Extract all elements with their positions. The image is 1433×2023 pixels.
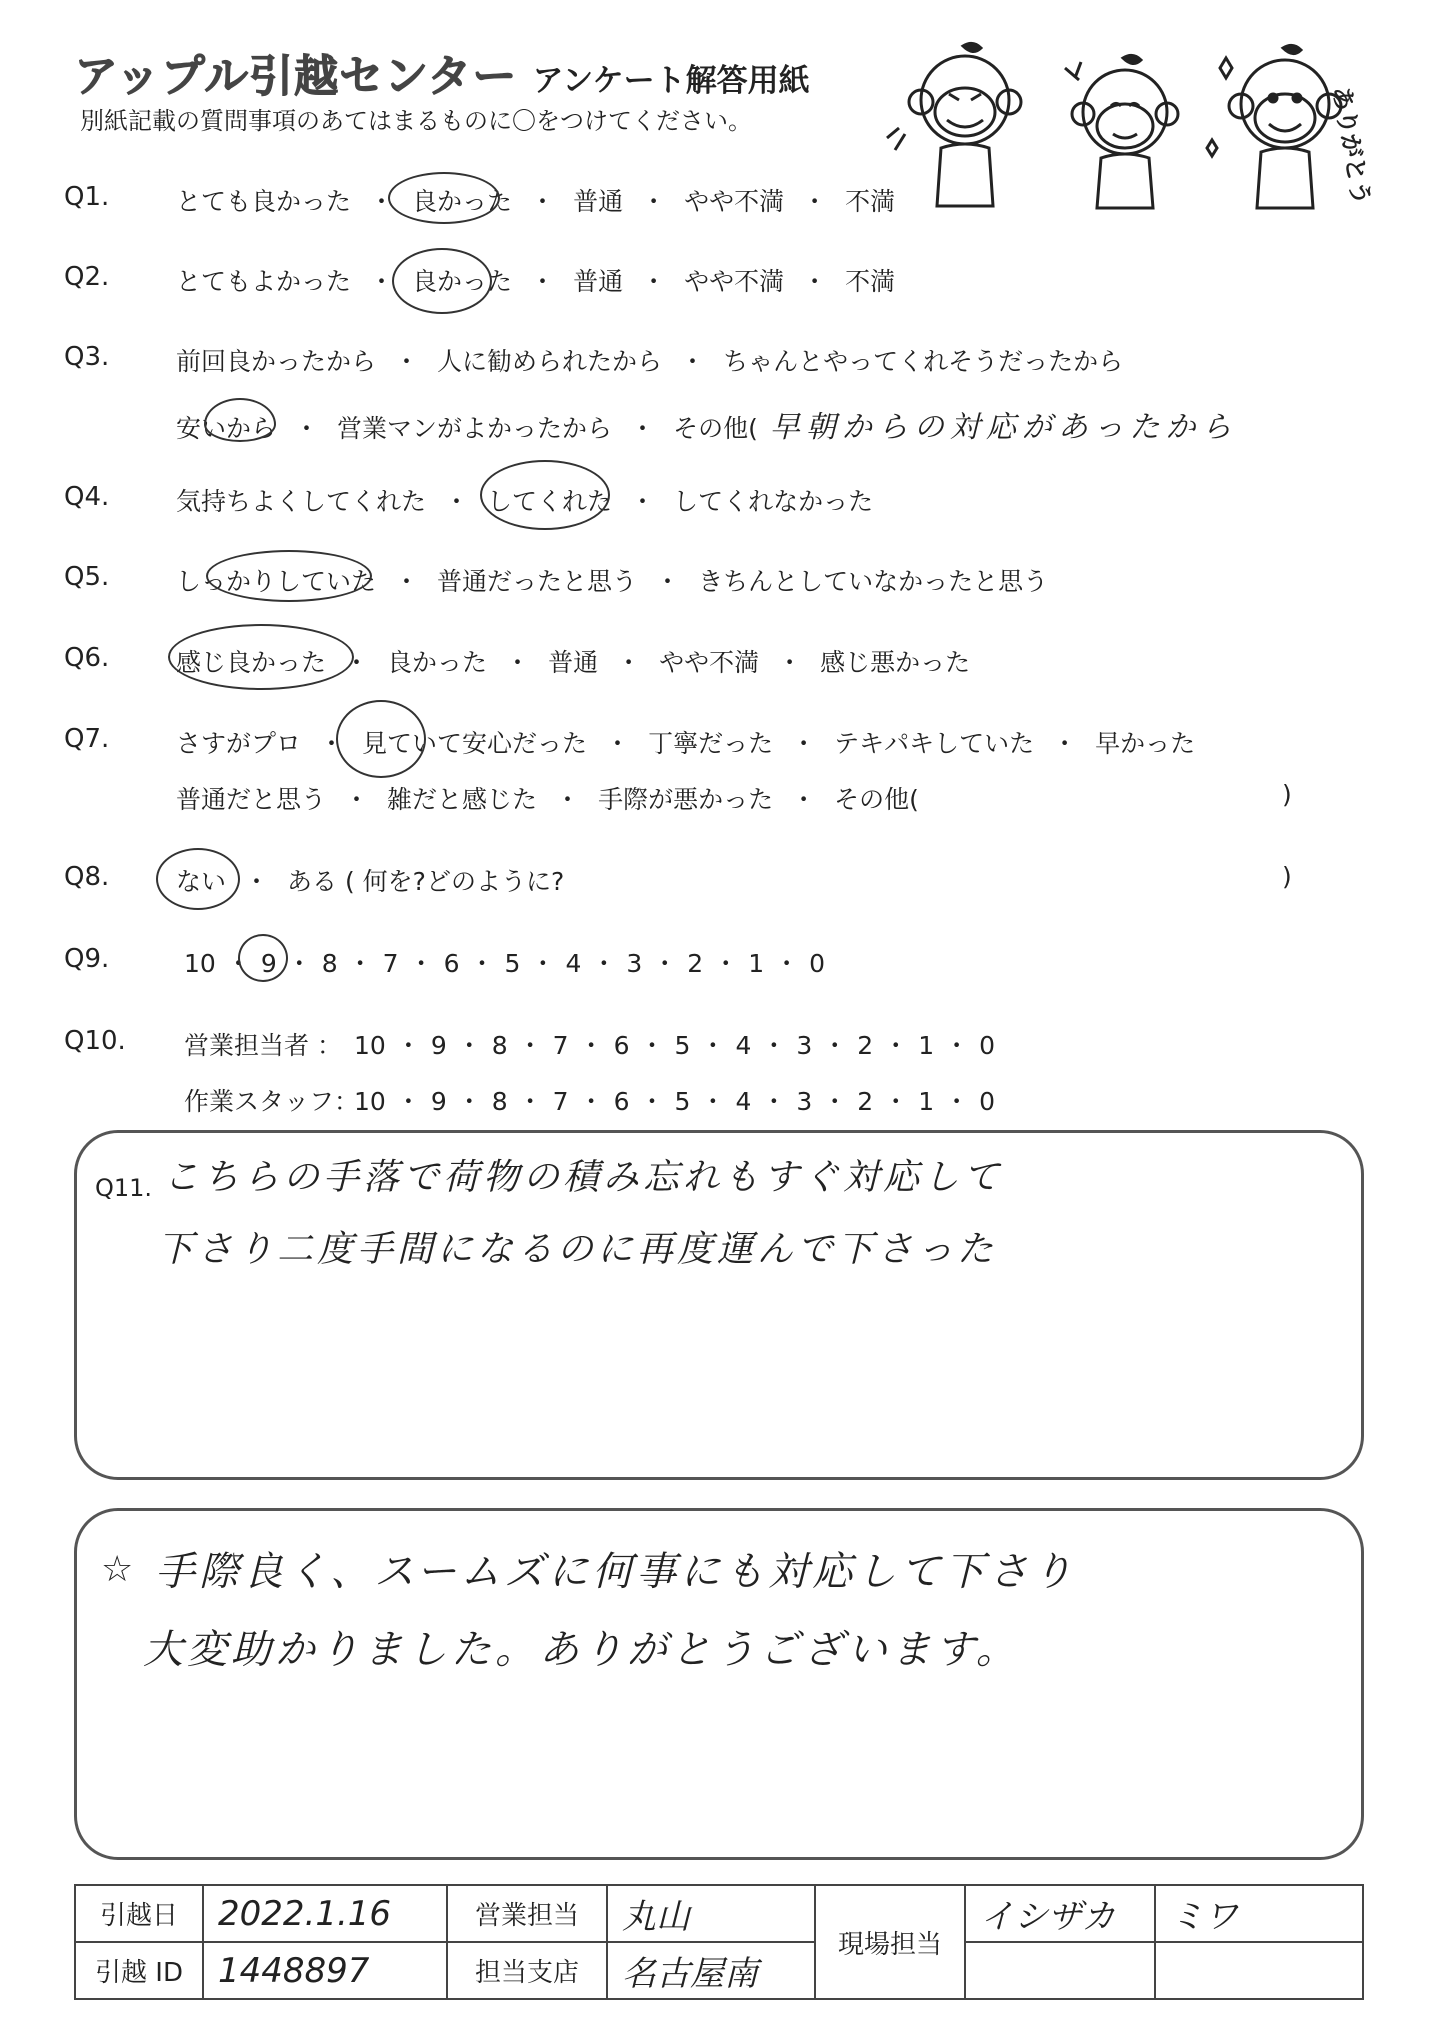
q1-label: Q1. bbox=[64, 182, 110, 212]
q2-option-1[interactable]: とてもよかった bbox=[176, 267, 352, 296]
star-icon: ☆ bbox=[101, 1549, 138, 1590]
q9-value-3[interactable]: 3 bbox=[626, 949, 643, 978]
q4-option-2[interactable]: してくれた bbox=[487, 487, 613, 516]
q10-sales-value-4[interactable]: 4 bbox=[735, 1031, 752, 1060]
q7-option-2[interactable]: 見ていて安心だった bbox=[362, 729, 588, 758]
q9-value-4[interactable]: 4 bbox=[565, 949, 582, 978]
q8-option-2[interactable]: ある ( 何を?どのように? bbox=[287, 867, 565, 896]
branch-label: 担当支店 bbox=[447, 1942, 607, 1999]
comment-box bbox=[74, 1508, 1364, 1860]
q7-option-9[interactable]: その他( bbox=[834, 785, 919, 814]
q2-option-3[interactable]: 普通 bbox=[573, 267, 624, 296]
q2-options: とてもよかった ・ 良かった ・ 普通 ・ やや不満 ・ 不満 bbox=[176, 262, 895, 298]
q9-value-6[interactable]: 6 bbox=[443, 949, 460, 978]
q2-option-2[interactable]: 良かった bbox=[412, 267, 513, 296]
q10-sales-value-1[interactable]: 1 bbox=[918, 1031, 935, 1060]
q1-option-1[interactable]: とても良かった bbox=[176, 187, 352, 216]
q2-label: Q2. bbox=[64, 262, 110, 292]
q10-staff-value-10[interactable]: 10 bbox=[354, 1087, 386, 1116]
q10-sales-value-7[interactable]: 7 bbox=[552, 1031, 569, 1060]
move-date-value[interactable]: 2022.1.16 bbox=[203, 1885, 447, 1942]
q5-option-2[interactable]: 普通だったと思う bbox=[437, 567, 638, 596]
q10-staff-value-5[interactable]: 5 bbox=[674, 1087, 691, 1116]
move-id-value[interactable]: 1448897 bbox=[203, 1942, 447, 1999]
q5-option-1[interactable]: しっかりしていた bbox=[176, 567, 377, 596]
q1-option-3[interactable]: 普通 bbox=[573, 187, 624, 216]
q10-label: Q10. bbox=[64, 1026, 126, 1056]
q7-option-7[interactable]: 雑だと感じた bbox=[387, 785, 538, 814]
q6-option-4[interactable]: やや不満 bbox=[659, 648, 760, 677]
site-value-3[interactable] bbox=[965, 1942, 1155, 1999]
q6-option-5[interactable]: 感じ悪かった bbox=[820, 648, 971, 677]
q10-sales-value-9[interactable]: 9 bbox=[430, 1031, 447, 1060]
site-value-2[interactable]: ミワ bbox=[1155, 1885, 1363, 1942]
q10-sales-value-6[interactable]: 6 bbox=[613, 1031, 630, 1060]
q3-option-6[interactable]: その他( bbox=[673, 414, 758, 443]
q3-option-2[interactable]: 人に勧められたから bbox=[437, 347, 663, 376]
move-info-table bbox=[74, 1884, 1364, 2000]
q6-label: Q6. bbox=[64, 643, 110, 673]
q9-label: Q9. bbox=[64, 944, 110, 974]
site-value-4[interactable] bbox=[1155, 1942, 1363, 1999]
q8-close-paren: ) bbox=[1282, 862, 1292, 891]
site-label: 現場担当 bbox=[815, 1885, 965, 1999]
q11-answer-box bbox=[74, 1130, 1364, 1480]
q5-option-3[interactable]: きちんとしていなかったと思う bbox=[698, 567, 1049, 596]
q10-sales-value-8[interactable]: 8 bbox=[491, 1031, 508, 1060]
q7-option-3[interactable]: 丁寧だった bbox=[648, 729, 774, 758]
branch-value[interactable]: 名古屋南 bbox=[607, 1942, 815, 1999]
q3-options-line2: 安いから ・ 営業マンがよかったから ・ その他( 早朝からの対応があったから bbox=[176, 410, 1238, 445]
q7-options-line1: さすがプロ ・ 見ていて安心だった ・ 丁寧だった ・ テキパキしていた ・ 早かった bbox=[176, 724, 1195, 760]
q10-sales-value-10[interactable]: 10 bbox=[354, 1031, 386, 1060]
sales-label: 営業担当 bbox=[447, 1885, 607, 1942]
q3-option-3[interactable]: ちゃんとやってくれそうだったから bbox=[723, 347, 1124, 376]
site-value-1[interactable]: イシザカ bbox=[965, 1885, 1155, 1942]
q7-option-8[interactable]: 手際が悪かった bbox=[598, 785, 774, 814]
q6-options: 感じ良かった ・ 良かった ・ 普通 ・ やや不満 ・ 感じ悪かった bbox=[176, 643, 970, 679]
q10-sales-value-3[interactable]: 3 bbox=[796, 1031, 813, 1060]
sales-value[interactable]: 丸山 bbox=[607, 1885, 815, 1942]
q3-options-line1: 前回良かったから ・ 人に勧められたから ・ ちゃんとやってくれそうだったから bbox=[176, 342, 1123, 378]
comment-line1[interactable]: 手際良く、スームズに何事にも対応して下さり bbox=[155, 1549, 1077, 1595]
q7-options-line2: 普通だと思う ・ 雑だと感じた ・ 手際が悪かった ・ その他( bbox=[176, 780, 919, 816]
q8-option-1[interactable]: ない bbox=[176, 867, 227, 896]
q3-other-answer[interactable]: 早朝からの対応があったから bbox=[769, 410, 1238, 445]
q2-option-5[interactable]: 不満 bbox=[845, 267, 896, 296]
q9-value-1[interactable]: 1 bbox=[748, 949, 765, 978]
monkey-mascots-illustration bbox=[885, 38, 1376, 223]
form-name: アンケート解答用紙 bbox=[532, 63, 810, 99]
q11-answer-line1[interactable]: こちらの手落で荷物の積み忘れもすぐ対応して bbox=[163, 1157, 1004, 1198]
q9-value-9[interactable]: 9 bbox=[260, 949, 277, 978]
q10-row-staff: 作業スタッフ：10 ・ 9 ・ 8 ・ 7 ・ 6 ・ 5 ・ 4 ・ 3 ・ 2 ・ 1 ・ 0 bbox=[184, 1082, 995, 1118]
q1-option-2[interactable]: 良かった bbox=[412, 187, 513, 216]
q10-staff-value-8[interactable]: 8 bbox=[491, 1087, 508, 1116]
q9-value-2[interactable]: 2 bbox=[687, 949, 704, 978]
q10-staff-value-9[interactable]: 9 bbox=[430, 1087, 447, 1116]
q8-options: ない ・ ある ( 何を?どのように? bbox=[176, 862, 564, 898]
q6-option-1[interactable]: 感じ良かった bbox=[176, 648, 327, 677]
q10-staff-value-1[interactable]: 1 bbox=[918, 1087, 935, 1116]
q2-option-4[interactable]: やや不満 bbox=[684, 267, 785, 296]
q7-option-6[interactable]: 普通だと思う bbox=[176, 785, 327, 814]
q1-option-5[interactable]: 不満 bbox=[845, 187, 896, 216]
q6-option-3[interactable]: 普通 bbox=[548, 648, 599, 677]
q10-staff-label: 作業スタッフ： bbox=[184, 1087, 360, 1116]
q10-sales-value-5[interactable]: 5 bbox=[674, 1031, 691, 1060]
form-title bbox=[74, 40, 810, 104]
q10-staff-value-0[interactable]: 0 bbox=[979, 1087, 996, 1116]
move-id-label: 引越 ID bbox=[75, 1942, 203, 1999]
q9-scale: 10 ・ 9 ・ 8 ・ 7 ・ 6 ・ 5 ・ 4 ・ 3 ・ 2 ・ 1 ・ 0 bbox=[184, 949, 826, 978]
q3-option-4[interactable]: 安いから bbox=[176, 414, 277, 443]
q3-option-1[interactable]: 前回良かったから bbox=[176, 347, 377, 376]
company-name: アップル引越センター bbox=[74, 51, 518, 102]
q9-value-10[interactable]: 10 bbox=[184, 949, 216, 978]
q7-option-5[interactable]: 早かった bbox=[1095, 729, 1196, 758]
q9-value-0[interactable]: 0 bbox=[809, 949, 826, 978]
q7-option-1[interactable]: さすがプロ bbox=[176, 729, 302, 758]
q10-sales-label: 営業担当者 ： bbox=[184, 1031, 342, 1060]
q4-label: Q4. bbox=[64, 482, 110, 512]
instruction-text: 別紙記載の質問事項のあてはまるものに〇をつけてください。 bbox=[80, 107, 752, 135]
q10-staff-value-2[interactable]: 2 bbox=[857, 1087, 874, 1116]
q10-staff-value-7[interactable]: 7 bbox=[552, 1087, 569, 1116]
q7-option-4[interactable]: テキパキしていた bbox=[834, 729, 1035, 758]
q4-option-3[interactable]: してくれなかった bbox=[673, 487, 874, 516]
q10-sales-value-2[interactable]: 2 bbox=[857, 1031, 874, 1060]
move-date-label: 引越日 bbox=[75, 1885, 203, 1942]
q5-label: Q5. bbox=[64, 562, 110, 592]
q11-label: Q11. bbox=[95, 1174, 153, 1202]
q9-value-7[interactable]: 7 bbox=[382, 949, 399, 978]
q8-label: Q8. bbox=[64, 862, 110, 892]
q6-option-2[interactable]: 良かった bbox=[387, 648, 488, 677]
q9-value-5[interactable]: 5 bbox=[504, 949, 521, 978]
q1-options: とても良かった ・ 良かった ・ 普通 ・ やや不満 ・ 不満 bbox=[176, 182, 895, 218]
q10-staff-value-6[interactable]: 6 bbox=[613, 1087, 630, 1116]
q3-label: Q3. bbox=[64, 342, 110, 372]
comment-line2[interactable]: 大変助かりました。ありがとうございます。 bbox=[143, 1627, 1020, 1673]
mascot-text: ありがとう bbox=[1327, 84, 1376, 208]
q10-sales-value-0[interactable]: 0 bbox=[979, 1031, 996, 1060]
q7-close-paren: ) bbox=[1282, 780, 1292, 809]
q7-label: Q7. bbox=[64, 724, 110, 754]
q10-staff-value-4[interactable]: 4 bbox=[735, 1087, 752, 1116]
q3-option-5[interactable]: 営業マンがよかったから bbox=[337, 414, 613, 443]
q10-row-sales: 営業担当者 ： 10 ・ 9 ・ 8 ・ 7 ・ 6 ・ 5 ・ 4 ・ 3 ・ 2 ・ 1 ・ 0 bbox=[184, 1026, 995, 1062]
q1-option-4[interactable]: やや不満 bbox=[684, 187, 785, 216]
q4-options: 気持ちよくしてくれた ・ してくれた ・ してくれなかった bbox=[176, 482, 873, 518]
q10-staff-value-3[interactable]: 3 bbox=[796, 1087, 813, 1116]
q9-value-8[interactable]: 8 bbox=[321, 949, 338, 978]
q5-options: しっかりしていた ・ 普通だったと思う ・ きちんとしていなかったと思う bbox=[176, 562, 1048, 598]
q4-option-1[interactable]: 気持ちよくしてくれた bbox=[176, 487, 427, 516]
q11-answer-line2[interactable]: 下さり二度手間になるのに再度運んで下さった bbox=[157, 1229, 998, 1270]
